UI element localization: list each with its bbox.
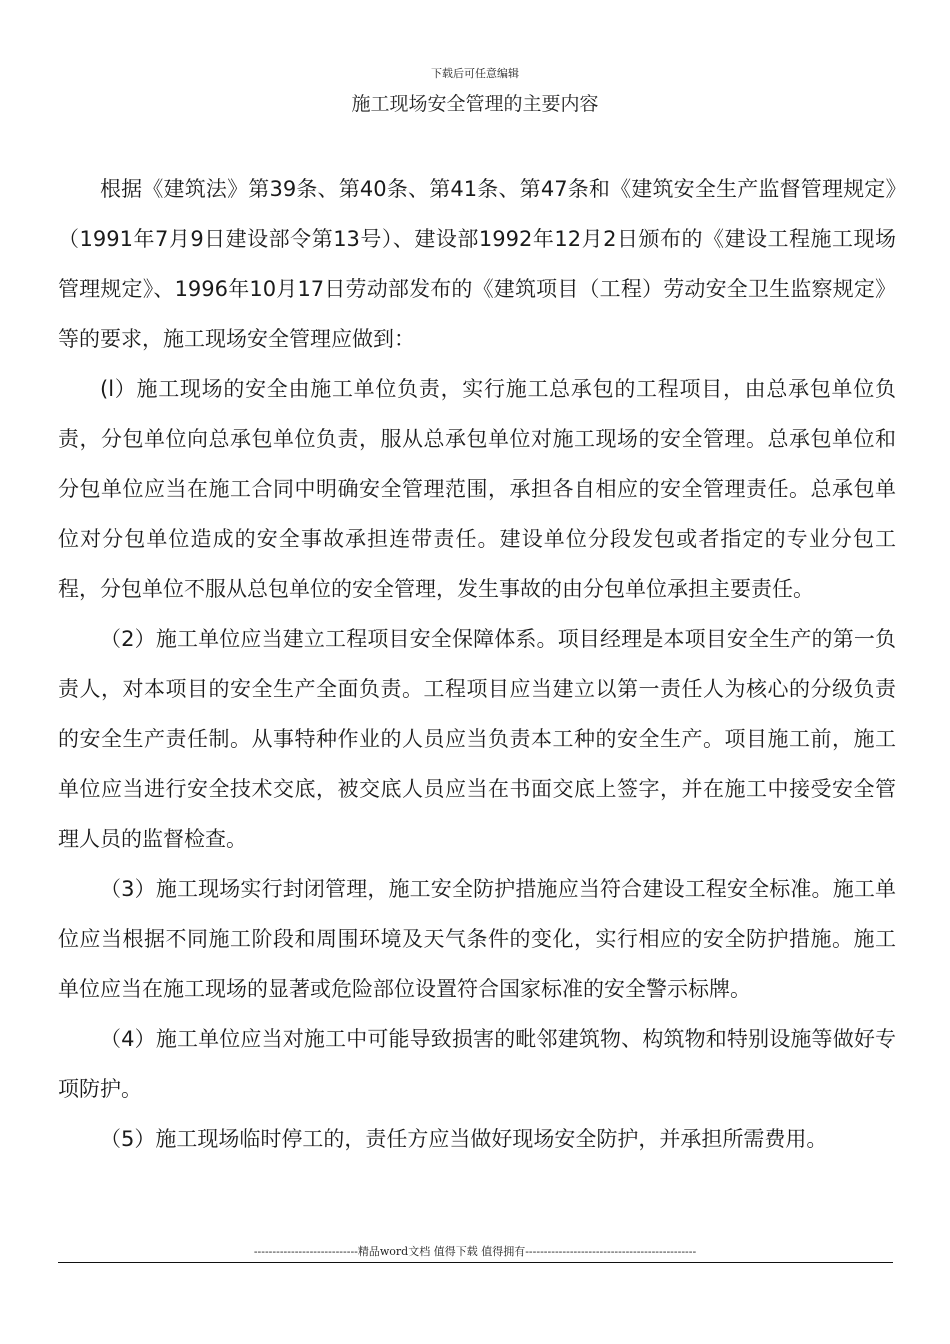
document-body (58, 164, 896, 1164)
paragraph-intro: 根据《建筑法》第39条、第40条、第41条、第47条和《建筑安全生产监督管理规定》（1991年7月9日建设部令第13号）、建设部1992年12月2日颁布的《建设工程施工现场管理规定》、1996年10月17日劳动部发布的《建筑项目（工程）劳动安全卫生监察规定》等的要求，施工现场安全管理应做到： (58, 177, 896, 351)
document-title: 施工现场安全管理的主要内容 (351, 93, 599, 115)
footer-text: ----------------------------精品word文档 值得下载 值得拥有---------------------------------------------- (253, 1245, 697, 1258)
paragraph-item-1: (l）施工现场的安全由施工单位负责，实行施工总承包的工程项目，由总承包单位负责，分包单位向总承包单位负责，服从总承包单位对施工现场的安全管理。总承包单位和分包单位应当在施工合同中明确安全管理范围，承担各自相应的安全管理责任。总承包单位对分包单位造成的安全事故承担连带责任。建设单位分段发包或者指定的专业分包工程，分包单位不服从总包单位的安全管理，发生事故的由分包单位承担主要责任。 (58, 377, 896, 601)
paragraph-item-5: （5）施工现场临时停工的，责任方应当做好现场安全防护，并承担所需费用。 (100, 1127, 828, 1151)
paragraph-item-2: （2）施工单位应当建立工程项目安全保障体系。项目经理是本项目安全生产的第一负责人，对本项目的安全生产全面负责。工程项目应当建立以第一责任人为核心的分级负责的安全生产责任制。从事特种作业的人员应当负责本工种的安全生产。项目施工前，施工单位应当进行安全技术交底，被交底人员应当在书面交底上签字，并在施工中接受安全管理人员的监督检查。 (58, 627, 896, 851)
header-note: 下载后可任意编辑 (431, 67, 519, 80)
paragraph-item-3: （3）施工现场实行封闭管理，施工安全防护措施应当符合建设工程安全标准。施工单位应当根据不同施工阶段和周围环境及天气条件的变化，实行相应的安全防护措施。施工单位应当在施工现场的显著或危险部位设置符合国家标准的安全警示标牌。 (58, 877, 896, 1001)
paragraph-item-4: （4）施工单位应当对施工中可能导致损害的毗邻建筑物、构筑物和特别设施等做好专项防护。 (58, 1027, 896, 1101)
footer-divider (58, 1262, 893, 1263)
